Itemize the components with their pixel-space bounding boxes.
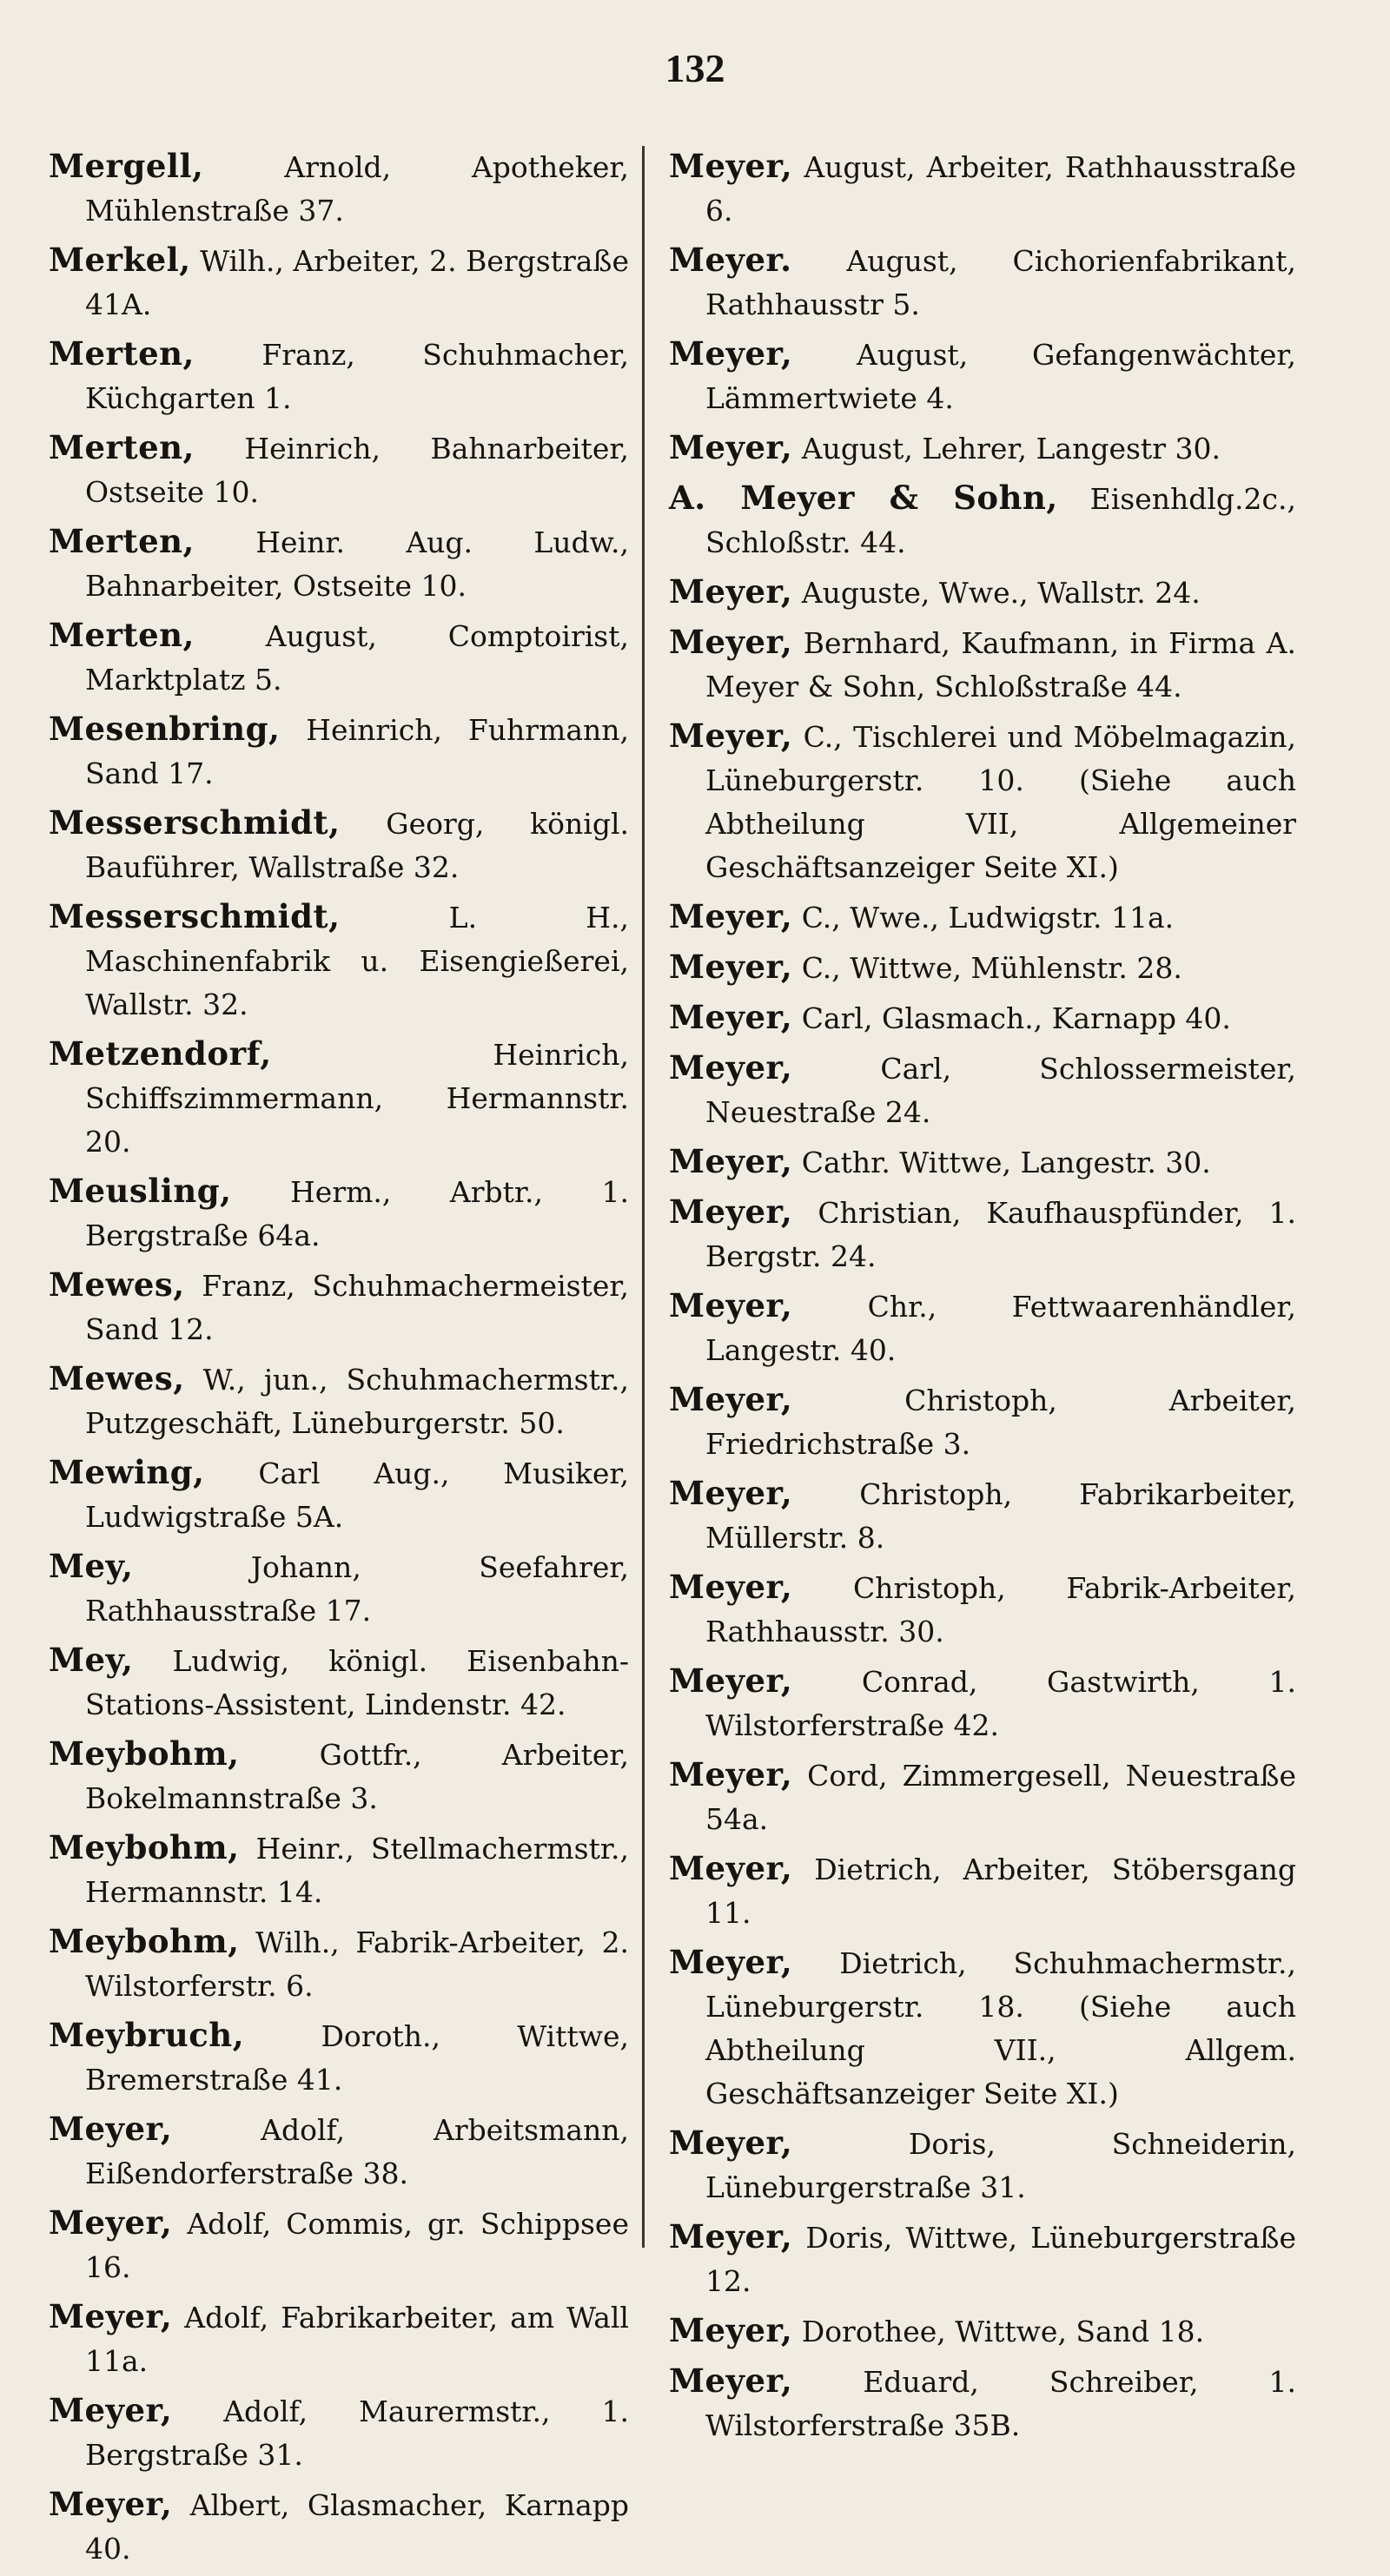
entry-details: Franz, Schuhmachermeister, Sand 12.: [85, 1269, 629, 1346]
entry-name: Meyer,: [669, 1849, 793, 1887]
entry-name: Mesenbring,: [49, 710, 281, 748]
entry-name: Merkel,: [49, 241, 191, 279]
entry-details: Heinrich, Schiffszimmermann, Hermannstr. 20.: [85, 1038, 629, 1159]
entry-name: Meybohm,: [49, 1828, 240, 1866]
entry-details: Adolf, Commis, gr. Schippsee 16.: [85, 2207, 629, 2284]
entry-details: Cord, Zimmergesell, Neuestraße 54a.: [705, 1759, 1296, 1836]
entry-name: Merten,: [49, 616, 195, 654]
entry-details: C., Wittwe, Mühlenstr. 28.: [801, 951, 1182, 985]
entry-name: Meyer,: [669, 147, 793, 185]
directory-entry: [49, 2107, 629, 2196]
entry-details: Dorothee, Wittwe, Sand 18.: [801, 2315, 1205, 2348]
directory-entry: [49, 2482, 629, 2571]
entry-details: Conrad, Gastwirth, 1. Wilstorferstraße 42.: [705, 1665, 1296, 1742]
entry-details: Johann, Seefahrer, Rathhausstraße 17.: [85, 1550, 629, 1628]
directory-entry: [49, 1732, 629, 1820]
entry-name: Meybruch,: [49, 2016, 245, 2054]
entry-details: Christoph, Fabrik-Arbeiter, Rathhausstr. 30.: [705, 1571, 1296, 1648]
entry-name: Meyer,: [669, 1192, 793, 1231]
entry-name: Meyer,: [669, 1286, 793, 1324]
entry-name: Mey,: [49, 1641, 134, 1679]
entry-name: Meyer,: [669, 2124, 793, 2162]
entry-name: Meyer,: [669, 1661, 793, 1700]
directory-entry: [669, 2215, 1296, 2303]
entry-details: Dietrich, Schuhmachermstr., Lüneburgerstr. 18. (Siehe auch Abtheilung VII., Allgem. Geschäftsanzeiger Seite XI.): [705, 1946, 1296, 2110]
directory-entry: [49, 2201, 629, 2289]
entry-details: Heinrich, Bahnarbeiter, Ostseite 10.: [85, 432, 629, 509]
directory-entry: [669, 714, 1296, 889]
entry-name: Meybohm,: [49, 1922, 240, 1960]
directory-entry: [669, 620, 1296, 709]
entry-details: August, Gefangenwächter, Lämmertwiete 4.: [705, 338, 1296, 415]
directory-entry: [669, 895, 1296, 940]
directory-entry: [669, 945, 1296, 990]
directory-entry: [49, 1919, 629, 2008]
entry-details: W., jun., Schuhmachermstr., Putzgeschäft, Lüneburgerstr. 50.: [85, 1363, 629, 1440]
directory-entry: [669, 238, 1296, 327]
directory-entry: [49, 707, 629, 796]
entry-details: Adolf, Arbeitsmann, Eißendorferstraße 38.: [85, 2113, 629, 2190]
entry-name: Mewing,: [49, 1453, 205, 1491]
entry-details: Franz, Schuhmacher, Küchgarten 1.: [85, 338, 629, 415]
entry-name: Merten,: [49, 522, 195, 560]
entry-details: Dietrich, Arbeiter, Stöbersgang 11.: [705, 1853, 1296, 1930]
directory-entry: [669, 1284, 1296, 1372]
entry-details: Wilh., Fabrik-Arbeiter, 2. Wilstorferstr. 6.: [85, 1925, 629, 2003]
entry-details: Christoph, Fabrikarbeiter, Müllerstr. 8.: [705, 1477, 1296, 1555]
entry-name: Meyer,: [49, 2110, 173, 2148]
left-column: [49, 144, 629, 2576]
directory-entry: [669, 1940, 1296, 2116]
directory-entry: [669, 2121, 1296, 2209]
directory-entry: [49, 1032, 629, 1164]
directory-entry: [669, 2308, 1296, 2354]
entry-details: Arnold, Apotheker, Mühlenstraße 37.: [85, 150, 629, 228]
entry-details: Bernhard, Kaufmann, in Firma A. Meyer & Sohn, Schloßstraße 44.: [705, 626, 1296, 703]
entry-name: Mey,: [49, 1547, 134, 1585]
entry-name: Meyer,: [669, 2361, 793, 2400]
directory-entry: [669, 1139, 1296, 1185]
entry-name: Meyer,: [669, 623, 793, 661]
column-divider: [642, 146, 645, 2248]
entry-details: Adolf, Maurermstr., 1. Bergstraße 31.: [85, 2394, 629, 2472]
entry-name: Meyer,: [669, 428, 793, 466]
entry-details: Auguste, Wwe., Wallstr. 24.: [801, 576, 1201, 610]
entry-details: Chr., Fettwaarenhändler, Langestr. 40.: [705, 1290, 1296, 1367]
entry-details: August, Arbeiter, Rathhausstraße 6.: [705, 150, 1297, 228]
directory-entry: [49, 1169, 629, 1258]
entry-details: Christian, Kaufhauspfünder, 1. Bergstr. 24.: [705, 1196, 1296, 1273]
entry-name: Metzendorf,: [49, 1034, 272, 1073]
entry-details: C., Tischlerei und Möbelmagazin, Lüneburgerstr. 10. (Siehe auch Abtheilung VII, Allgemeiner Geschäftsanzeiger Seite XI.): [705, 720, 1296, 884]
directory-entry: [669, 1753, 1296, 1841]
entry-details: Adolf, Fabrikarbeiter, am Wall 11a.: [85, 2301, 629, 2378]
directory-entry: [49, 1357, 629, 1445]
entry-name: Meyer,: [669, 2311, 793, 2349]
entry-name: Meyer,: [669, 1474, 793, 1512]
entry-name: Messerschmidt,: [49, 803, 341, 842]
entry-name: Meyer,: [669, 897, 793, 935]
entry-name: Meyer,: [669, 1380, 793, 1418]
entry-name: Meyer,: [669, 1142, 793, 1180]
entry-name: Merten,: [49, 428, 195, 466]
entry-name: Meyer,: [669, 1048, 793, 1087]
entry-details: Georg, königl. Bauführer, Wallstraße 32.: [85, 807, 629, 884]
entry-details: Eisenhdlg.2c., Schloßstr. 44.: [705, 482, 1296, 559]
entry-details: Heinrich, Fuhrmann, Sand 17.: [85, 713, 629, 790]
entry-details: Carl, Glasmach., Karnapp 40.: [801, 1001, 1231, 1035]
directory-entry: [49, 801, 629, 889]
directory-entry: [49, 1826, 629, 1914]
directory-entry: [669, 1190, 1296, 1278]
entry-details: Herm., Arbtr., 1. Bergstraße 64a.: [85, 1175, 629, 1252]
entry-details: August, Cichorienfabrikant, Rathhausstr 5.: [705, 244, 1296, 321]
directory-entry: [49, 332, 629, 420]
page-number: 132: [665, 46, 725, 90]
directory-entry: [669, 570, 1296, 615]
directory-entry: [49, 144, 629, 233]
entry-details: Carl, Schlossermeister, Neuestraße 24.: [705, 1052, 1296, 1129]
entry-name: Meyer,: [49, 2391, 173, 2429]
entry-details: Ludwig, königl. Eisenbahn-Stations-Assistent, Lindenstr. 42.: [85, 1644, 629, 1721]
entry-name: Mewes,: [49, 1359, 185, 1397]
entry-details: Heinr. Aug. Ludw., Bahnarbeiter, Ostseite 10.: [85, 525, 629, 603]
directory-entry: [49, 238, 629, 327]
entry-details: Doroth., Wittwe, Bremerstraße 41.: [85, 2019, 629, 2097]
entry-name: Meyer,: [669, 334, 793, 373]
directory-entry: [669, 995, 1296, 1040]
entry-details: Gottfr., Arbeiter, Bokelmannstraße 3.: [85, 1738, 629, 1815]
entry-details: Eduard, Schreiber, 1. Wilstorferstraße 35B.: [705, 2365, 1296, 2442]
entry-name: Meyer,: [669, 948, 793, 986]
entry-details: Albert, Glasmacher, Karnapp 40.: [85, 2488, 629, 2566]
directory-entry: [669, 1471, 1296, 1560]
directory-entry: [669, 1046, 1296, 1134]
entry-details: Carl Aug., Musiker, Ludwigstraße 5A.: [85, 1456, 629, 1534]
entry-details: C., Wwe., Ludwigstr. 11a.: [801, 901, 1175, 935]
entry-name: Meyer,: [49, 2297, 173, 2335]
entry-details: L. H., Maschinenfabrik u. Eisengießerei, Wallstr. 32.: [85, 901, 629, 1021]
directory-entry: [49, 2295, 629, 2383]
directory-entry: [669, 1659, 1296, 1747]
directory-entry: [669, 426, 1296, 471]
entry-name: Meyer.: [669, 241, 792, 279]
entry-name: Meyer,: [49, 2485, 173, 2523]
directory-entry: [49, 426, 629, 514]
entry-name: Meyer,: [49, 2203, 173, 2242]
entry-details: August, Lehrer, Langestr 30.: [801, 432, 1221, 466]
directory-entry: [49, 2013, 629, 2102]
directory-entry: [49, 1450, 629, 1539]
directory-entry: [669, 1377, 1296, 1466]
directory-entry: [49, 1263, 629, 1351]
entry-name: Meyer,: [669, 1568, 793, 1606]
directory-entry: [49, 519, 629, 608]
entry-name: Mergell,: [49, 147, 204, 185]
entry-name: Mewes,: [49, 1265, 185, 1304]
entry-name: Meyer,: [669, 1755, 793, 1793]
directory-entry: [49, 1544, 629, 1633]
entry-name: Merten,: [49, 334, 195, 373]
entry-details: Doris, Wittwe, Lüneburgerstraße 12.: [705, 2221, 1296, 2298]
right-column: [669, 144, 1296, 2453]
directory-entry: [669, 1565, 1296, 1654]
entry-details: Christoph, Arbeiter, Friedrichstraße 3.: [705, 1384, 1296, 1461]
entry-name: Meybohm,: [49, 1734, 240, 1773]
entry-name: Meyer,: [669, 717, 793, 755]
directory-entry: [49, 895, 629, 1027]
directory-entry: [49, 1638, 629, 1727]
entry-name: Meyer,: [669, 572, 793, 611]
entry-name: Messerschmidt,: [49, 897, 341, 935]
directory-entry: [669, 332, 1296, 420]
entry-name: A. Meyer & Sohn,: [669, 479, 1058, 517]
entry-details: Doris, Schneiderin, Lüneburgerstraße 31.: [705, 2127, 1296, 2204]
entry-name: Meyer,: [669, 2217, 793, 2256]
directory-entry: [669, 144, 1296, 233]
entry-name: Meyer,: [669, 1943, 793, 1981]
entry-details: Heinr., Stellmachermstr., Hermannstr. 14.: [85, 1832, 629, 1909]
entry-name: Meyer,: [669, 998, 793, 1036]
directory-entry: [669, 1846, 1296, 1935]
entry-details: August, Comptoirist, Marktplatz 5.: [85, 619, 629, 697]
entry-details: Wilh., Arbeiter, 2. Bergstraße 41A.: [85, 244, 629, 321]
entry-name: Meusling,: [49, 1172, 232, 1210]
directory-entry: [49, 2388, 629, 2477]
entry-details: Cathr. Wittwe, Langestr. 30.: [801, 1146, 1211, 1179]
directory-entry: [49, 613, 629, 702]
directory-entry: [669, 476, 1296, 565]
directory-entry: [669, 2359, 1296, 2447]
